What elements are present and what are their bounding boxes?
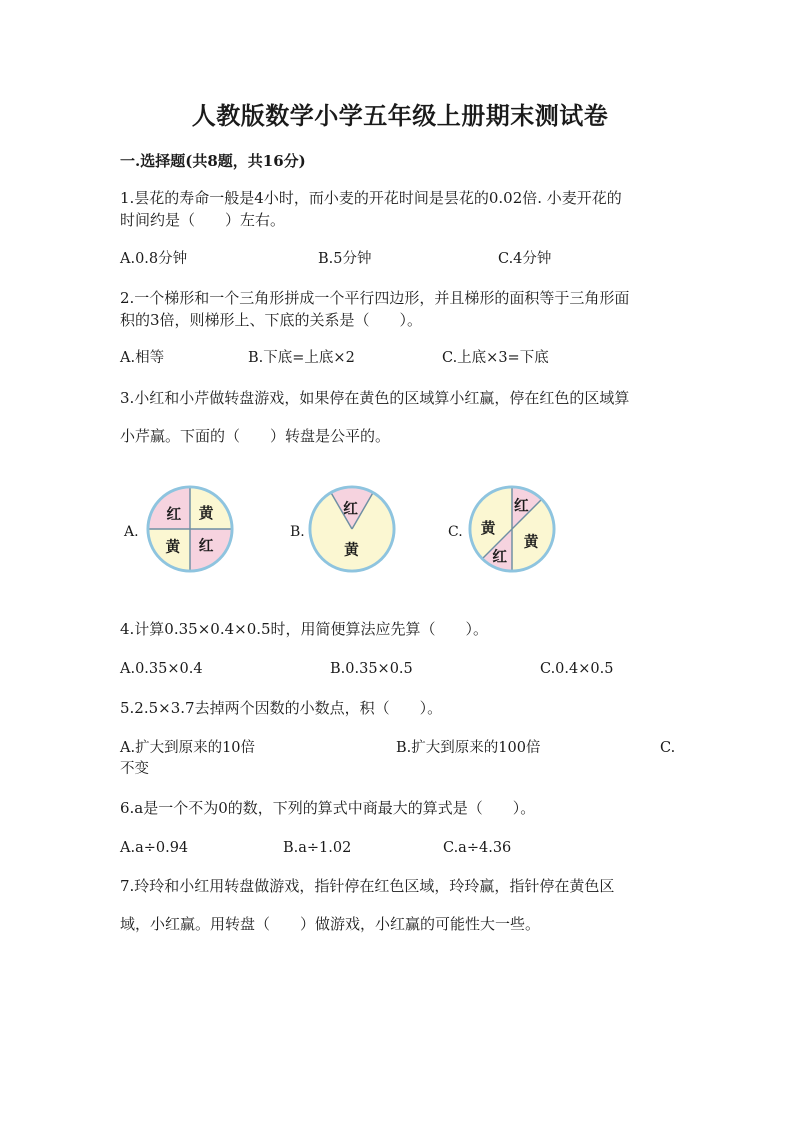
q5-option-c-continued: 不变 [120,761,149,777]
q4-option-b: B.0.35×0.5 [330,661,413,677]
spinner-c-text-yellow-1: 黄 [480,519,496,537]
q2-option-b: B.下底=上底×2 [248,350,355,366]
q6-option-c: C.a÷4.36 [443,840,512,856]
q6-line1: 6.a是一个不为0的数，下列的算式中商最大的算式是（ ）。 [120,799,536,817]
spinner-c [466,484,558,574]
spinner-c-text-yellow-2: 黄 [523,533,539,551]
q5-option-c: C. [660,740,676,756]
q2-option-a: A.相等 [120,350,165,366]
spinner-a [144,484,236,574]
q4-line1: 4.计算0.35×0.4×0.5时，用简便算法应先算（ ）。 [120,620,489,638]
section-heading: 一.选择题(共8题，共16分) [120,152,306,170]
q5-line1: 5.2.5×3.7去掉两个因数的小数点，积（ ）。 [120,699,443,717]
q2-line1: 2.一个梯形和一个三角形拼成一个平行四边形，并且梯形的面积等于三角形面 [120,289,630,307]
q6-option-b: B.a÷1.02 [283,840,352,856]
spinner-a-text-yellow-2: 黄 [165,538,181,556]
spinner-a-label: A. [124,524,139,540]
spinner-c-text-red-1: 红 [513,497,529,515]
q1-line2: 时间约是（ ）左右。 [120,211,286,229]
q5-option-b: B.扩大到原来的100倍 [396,740,541,756]
spinner-b-text-yellow: 黄 [344,541,359,559]
spinner-a-text-red-2: 红 [198,537,214,555]
spinner-c-text-red-2: 红 [492,548,508,566]
q1-option-b: B.5分钟 [318,251,372,267]
q1-option-a: A.0.8分钟 [120,251,188,267]
q2-option-c: C.上底×3=下底 [442,350,549,366]
q4-option-a: A.0.35×0.4 [120,661,203,677]
q1-option-c: C.4分钟 [498,251,552,267]
q1-line1: 1.昙花的寿命一般是4小时，而小麦的开花时间是昙花的0.02倍. 小麦开花的 [120,189,622,207]
q3-line1: 3.小红和小芹做转盘游戏，如果停在黄色的区域算小红赢，停在红色的区域算 [120,389,630,407]
spinner-b-text-red: 红 [343,500,358,518]
q7-line1: 7.玲玲和小红用转盘做游戏，指针停在红色区域，玲玲赢，指针停在黄色区 [120,877,615,895]
q3-line2: 小芹赢。下面的（ ）转盘是公平的。 [120,427,391,445]
page-title: 人教版数学小学五年级上册期末测试卷 [191,101,609,130]
spinner-b-label: B. [290,524,305,540]
q2-line2: 积的3倍，则梯形上、下底的关系是（ ）。 [120,311,423,329]
q5-option-a: A.扩大到原来的10倍 [120,740,256,756]
spinner-c-label: C. [448,524,463,540]
q7-line2: 域，小红赢。用转盘（ ）做游戏，小红赢的可能性大一些。 [120,915,541,933]
spinner-b [306,484,398,574]
spinner-a-text-yellow-1: 黄 [198,505,214,523]
q4-option-c: C.0.4×0.5 [540,661,614,677]
spinner-a-text-red-1: 红 [166,506,182,524]
q6-option-a: A.a÷0.94 [120,840,189,856]
